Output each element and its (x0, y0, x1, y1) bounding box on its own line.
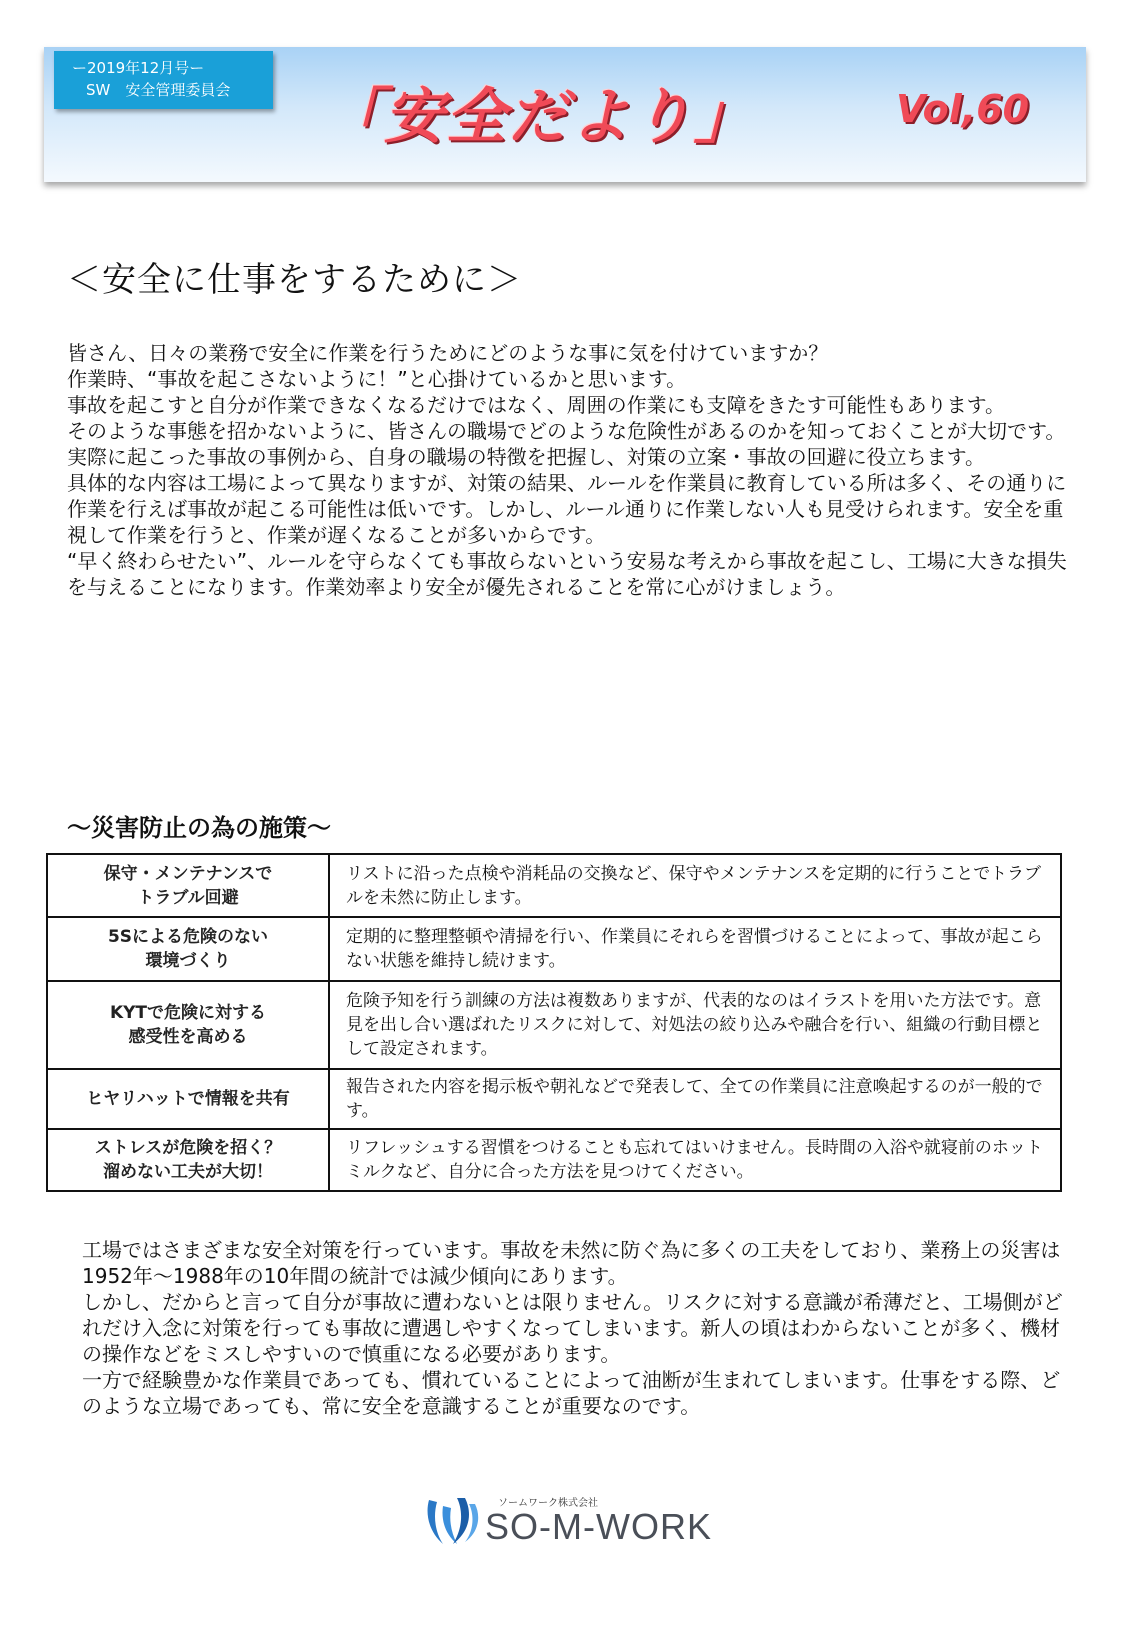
intro-paragraph: 皆さん、日々の業務で安全に作業を行うためにどのような事に気を付けていますか？ (67, 341, 829, 365)
measure-title-line: 環境づくり (145, 951, 231, 971)
intro-paragraph: 作業時、“事故を起こさないように！”と心掛けているかと思います。 (67, 367, 687, 391)
intro-paragraph: “早く終わらせたい”、ルールを守らなくても事故らないという安易な考えから事故を起こし、工場に大きな損失を与えることになります。作業効率より安全が優先されることを常に心がけましょう。 (67, 549, 1067, 599)
table-row (47, 854, 1061, 917)
newsletter-title: 「安全だより」 (322, 82, 756, 152)
measure-title-line: ストレスが危険を招く？ (94, 1138, 282, 1158)
table-row (47, 917, 1061, 981)
table-row (47, 1069, 1061, 1129)
closing-text (82, 1237, 1072, 1419)
measure-title-line: 溜めない工夫が大切！ (103, 1162, 273, 1182)
measures-table (46, 853, 1062, 1192)
issue-label-box (54, 51, 273, 109)
measure-description: リストに沿った点検や消耗品の交換など、保守やメンテナンスを定期的に行うことでトラブルを未然に防止します。 (329, 854, 1061, 917)
measure-title (47, 981, 329, 1069)
brand-name: SO-M-WORK (485, 1506, 712, 1547)
measure-title-line: 保守・メンテナンスで (103, 863, 273, 884)
measure-title (47, 1069, 329, 1129)
intro-paragraph: 具体的な内容は工場によって異なりますが、対策の結果、ルールを作業員に教育している所は多く、その通りに作業を行えば事故が起こる可能性は低いです。しかし、ルール通りに作業しない人も見受けられます。安全を重視して作業を行うと、作業が遅くなることが多いからです。 (67, 471, 1067, 547)
intro-paragraph: 事故を起こすと自分が作業できなくなるだけではなく、周囲の作業にも支障をきたす可能性もあります。 (67, 393, 1005, 417)
measure-title-line: 感受性を高める (128, 1027, 248, 1047)
table-row (47, 1129, 1061, 1191)
company-logo (423, 1492, 713, 1552)
measure-title-line: KYTで危険に対する (109, 1003, 267, 1023)
measure-title-line: 5Sによる危険のない (107, 927, 269, 947)
measure-description: 定期的に整理整頓や清掃を行い、作業員にそれらを習慣づけることによって、事故が起こらない状態を維持し続けます。 (329, 917, 1061, 981)
company-name-small: ソームワーク株式会社 (498, 1498, 598, 1509)
measure-description: 報告された内容を掲示板や朝礼などで発表して、全ての作業員に注意喚起するのが一般的です。 (329, 1069, 1061, 1129)
committee-name: SW 安全管理委員会 (86, 81, 231, 99)
measure-title (47, 917, 329, 981)
measure-title (47, 1129, 329, 1191)
intro-paragraph: そのような事態を招かないように、皆さんの職場でどのような危険性があるのかを知っておくことが大切です。 (67, 419, 1066, 443)
measure-title (47, 854, 329, 917)
newsletter-header (44, 47, 1086, 182)
measure-title-line: ヒヤリハットで情報を共有 (86, 1089, 290, 1109)
measure-description: 危険予知を行う訓練の方法は複数ありますが、代表的なのはイラストを用いた方法です。意見を出し合い選ばれたリスクに対して、対処法の絞り込みや融合を行い、組織の行動目標として設定されます。 (329, 981, 1061, 1069)
closing-paragraph: 工場ではさまざまな安全対策を行っています。事故を未然に防ぐ為に多くの工夫をしており、業務上の災害は1952年～1988年の10年間の統計では減少傾向にあります。 (82, 1238, 1061, 1288)
page-heading: ＜安全に仕事をするために＞ (67, 260, 522, 300)
table-row (47, 981, 1061, 1069)
volume-number: Vol,60 (896, 87, 1030, 131)
measure-description: リフレッシュする習慣をつけることも忘れてはいけません。長時間の入浴や就寝前のホットミルクなど、自分に合った方法を見つけてください。 (329, 1129, 1061, 1191)
measures-heading: ～災害防止の為の施策～ (67, 814, 331, 842)
measure-title-line: トラブル回避 (137, 887, 239, 908)
closing-paragraph: 一方で経験豊かな作業員であっても、慣れていることによって油断が生まれてしまいます。仕事をする際、どのような立場であっても、常に安全を意識することが重要なのです。 (82, 1368, 1061, 1418)
issue-date: ー2019年12月号ー (72, 59, 205, 77)
intro-paragraph: 実際に起こった事故の事例から、自身の職場の特徴を把握し、対策の立案・事故の回避に役立ちます。 (67, 445, 985, 469)
sw-logo-icon (423, 1492, 483, 1552)
closing-paragraph: しかし、だからと言って自分が事故に遭わないとは限りません。リスクに対する意識が希薄だと、工場側がどれだけ入念に対策を行っても事故に遭遇しやすくなってしまいます。新人の頃はわからないことが多く、機材の操作などをミスしやすいので慎重になる必要があります。 (82, 1290, 1063, 1366)
intro-text (67, 340, 1067, 600)
